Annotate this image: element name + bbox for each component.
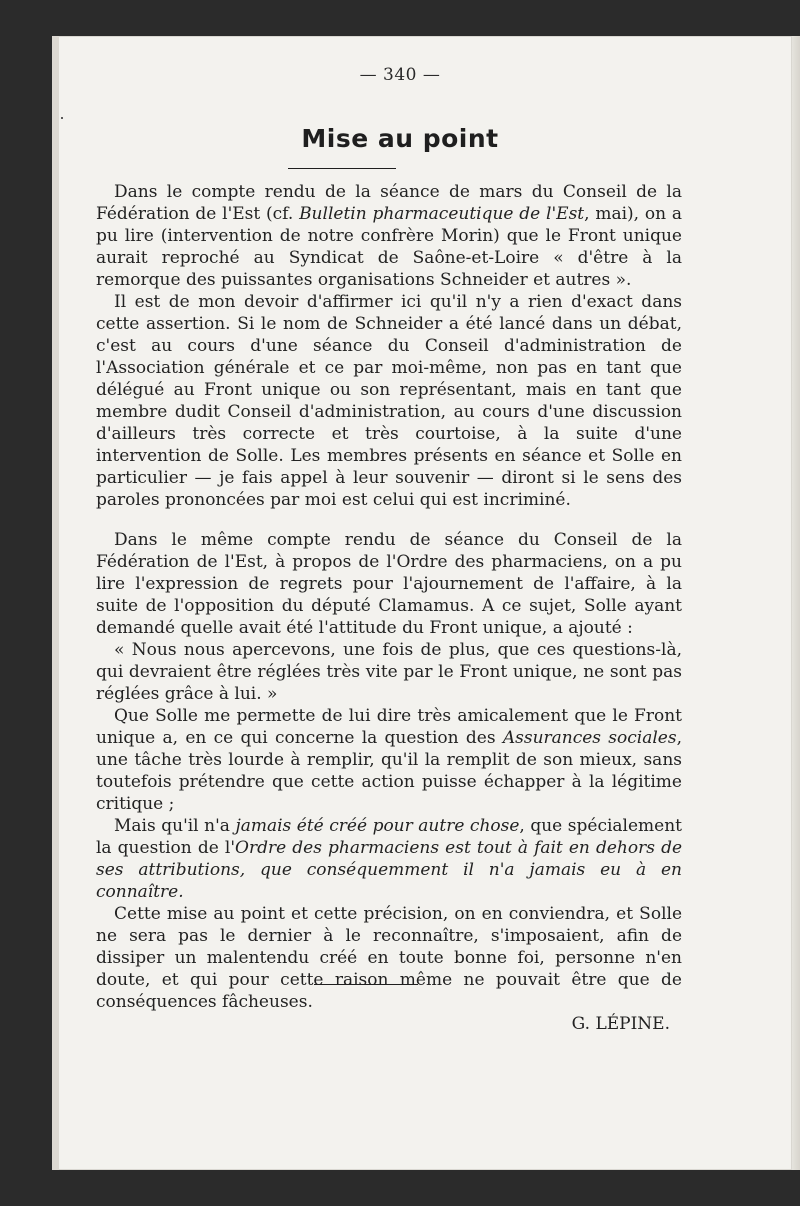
- paragraph-2: [96, 291, 682, 511]
- paragraph-1-part-2: Bulletin pharmaceutique de l'Est: [299, 204, 585, 224]
- paragraph-1: [96, 181, 682, 291]
- paragraph-5-part-2: Assurances sociales: [502, 728, 677, 748]
- page-number: — 340 —: [359, 65, 441, 85]
- bottom-divider: [314, 984, 418, 985]
- paragraph-1-part-3: , mai), on a pu lire (intervention de notre confrère Morin) que le Front unique aurait reproché au Syndicat de Saône-et-Loire « d'être à la remorque des puissantes organisations Schneider et autres ».: [96, 204, 682, 290]
- paragraph-5: [96, 705, 682, 815]
- paragraph-2-text: Il est de mon devoir d'affirmer ici qu'il n'y a rien d'exact dans cette assertion. Si le nom de Schneider a été lancé dans un débat, c'est au cours d'une séance du Conseil d'administration de l'Association générale et ce par moi-même, non pas en tant que délégué au Front unique ou son représentant, mais en tant que membre dudit Conseil d'administration, au cours d'une discussion d'ailleurs très correcte et très courtoise, à la suite d'une intervention de Solle. Les membres présents en séance et Solle en particulier — je fais appel à leur souvenir — diront si le sens des paroles prononcées par moi est celui qui est incriminé.: [96, 292, 682, 510]
- quote-paragraph: [96, 639, 682, 705]
- paragraph-5-part-1: Que Solle me permette de lui dire très amicalement que le Front unique a, en ce qui concerne la question des: [96, 706, 682, 748]
- paragraph-3: [96, 529, 682, 639]
- paragraph-6-part-3: , que spécialement la question de l': [96, 816, 682, 858]
- page-mark: [61, 117, 63, 119]
- paragraph-6-part-1: Mais qu'il n'a: [114, 816, 236, 836]
- paragraph-7: [96, 903, 682, 1013]
- paragraph-3-text: Dans le même compte rendu de séance du Conseil de la Fédération de l'Est, à propos de l'Ordre des pharmaciens, on a pu lire l'expression de regrets pour l'ajournement de l'affaire, à la suite de l'opposition du député Clamamus. A ce sujet, Solle ayant demandé quelle avait été l'attitude du Front unique, a ajouté :: [96, 530, 682, 638]
- paragraph-gap: [96, 511, 682, 529]
- paragraph-6-part-4: Ordre des pharmaciens est tout à fait en dehors de ses attributions, que conséquemment il n'a jamais eu à en connaître.: [96, 838, 683, 902]
- paragraph-1-part-1: Dans le compte rendu de la séance de mars du Conseil de la Fédération de l'Est (cf.: [96, 182, 682, 224]
- page-title: Mise au point: [301, 124, 499, 153]
- paragraph-5-part-3: , une tâche très lourde à remplir, qu'il la remplit de son mieux, sans toutefois prétendre que cette action puisse échapper à la légitime critique ;: [96, 728, 682, 814]
- paragraph-6: [96, 815, 682, 903]
- quote-text: « Nous nous apercevons, une fois de plus, que ces questions-là, qui devraient être réglées très vite par le Front unique, ne sont pas réglées grâce à lui. »: [96, 640, 682, 704]
- paragraph-7-text: Cette mise au point et cette précision, on en conviendra, et Solle ne sera pas le dernier à le reconnaître, s'imposaient, afin de dissiper un malentendu créé en toute bonne foi, personne n'en doute, et qui pour cette raison même ne pouvait être que de conséquences fâcheuses.: [96, 904, 682, 1012]
- page-edge: [52, 36, 59, 1170]
- paragraph-6-part-2: jamais été créé pour autre chose: [235, 816, 520, 836]
- author-signature: G. LÉPINE.: [571, 1014, 670, 1034]
- article-body: [96, 181, 682, 1052]
- title-divider: [288, 168, 396, 169]
